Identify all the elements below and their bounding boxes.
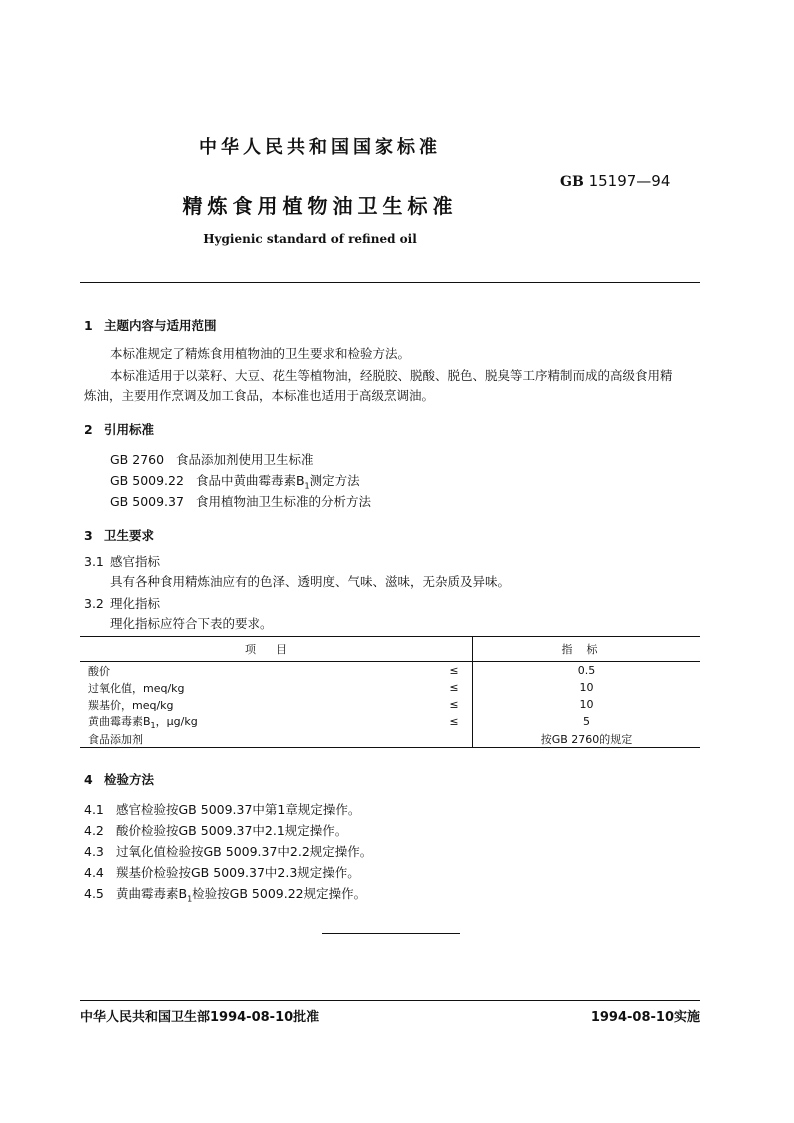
method-text: 感官检验按GB 5009.37中第1章规定操作。 bbox=[116, 802, 361, 817]
section-2-heading bbox=[84, 420, 154, 438]
section-number: 3 bbox=[84, 528, 93, 543]
section-3-heading bbox=[84, 526, 154, 544]
document-title-en: Hygienic standard of refined oil bbox=[203, 232, 417, 246]
subsection-3-2-heading bbox=[84, 594, 160, 614]
section-1-heading bbox=[84, 316, 217, 334]
section-1-paragraph-1: 本标准规定了精炼食用植物油的卫生要求和检验方法。 bbox=[110, 346, 411, 361]
method-item bbox=[84, 884, 366, 904]
method-number: 4.1 bbox=[84, 802, 104, 817]
row-operator: ≤ bbox=[449, 698, 459, 711]
physicochemical-table bbox=[80, 636, 700, 748]
reference-code: GB 5009.37 bbox=[110, 494, 184, 509]
reference-item bbox=[110, 450, 314, 468]
reference-item bbox=[110, 471, 360, 491]
reference-code: GB 2760 bbox=[110, 452, 165, 467]
table-header-row bbox=[80, 637, 700, 662]
row-item: 食品添加剂 bbox=[80, 730, 436, 748]
row-operator: ≤ bbox=[449, 715, 459, 729]
reference-name: 食品中黄曲霉毒素B bbox=[195, 473, 305, 488]
end-of-text-rule bbox=[322, 933, 460, 934]
row-item: 羰基价，meq/kg bbox=[88, 698, 174, 712]
subsection-number: 3.1 bbox=[84, 554, 104, 569]
section-1-paragraph-2a: 本标准适用于以菜籽、大豆、花生等植物油，经脱胶、脱酸、脱色、脱臭等工序精制而成的高级食用精 bbox=[110, 368, 673, 383]
subsection-title: 感官指标 bbox=[110, 554, 161, 569]
header-divider bbox=[80, 282, 700, 283]
method-item bbox=[84, 800, 360, 818]
table-row bbox=[80, 679, 700, 696]
method-number: 4.4 bbox=[84, 865, 104, 880]
row-item-unit: ，μg/kg bbox=[155, 715, 198, 728]
row-value: 5 bbox=[473, 713, 701, 730]
subsection-number: 3.2 bbox=[84, 596, 104, 611]
method-number: 4.5 bbox=[84, 886, 104, 901]
table-row bbox=[80, 662, 700, 680]
row-item-text: 黄曲霉毒素B bbox=[88, 715, 151, 728]
row-value: 10 bbox=[473, 696, 701, 713]
method-text-tail: 检验按GB 5009.22规定操作。 bbox=[192, 886, 367, 901]
standard-prefix: GB bbox=[560, 174, 584, 190]
method-number: 4.2 bbox=[84, 823, 104, 838]
national-standard-heading: 中华人民共和国国家标准 bbox=[199, 137, 441, 158]
method-text: 酸价检验按GB 5009.37中2.1规定操作。 bbox=[116, 823, 348, 838]
reference-name: 食用植物油卫生标准的分析方法 bbox=[195, 494, 371, 509]
row-operator: ≤ bbox=[449, 664, 459, 677]
reference-name-tail: 测定方法 bbox=[309, 473, 360, 488]
row-value: 按GB 2760的规定 bbox=[473, 730, 701, 748]
section-title: 检验方法 bbox=[104, 772, 155, 787]
row-operator: ≤ bbox=[449, 681, 459, 694]
subsection-3-1-text: 具有各种食用精炼油应有的色泽、透明度、气味、滋味，无杂质及异味。 bbox=[110, 574, 511, 589]
method-item bbox=[84, 821, 347, 839]
row-value: 0.5 bbox=[473, 662, 701, 680]
table-row bbox=[80, 713, 700, 730]
section-number: 4 bbox=[84, 772, 93, 787]
row-operator bbox=[436, 730, 473, 748]
subscript: 1 bbox=[187, 894, 193, 904]
section-title: 主题内容与适用范围 bbox=[104, 318, 217, 333]
row-item: 酸价 bbox=[88, 664, 110, 678]
method-number: 4.3 bbox=[84, 844, 104, 859]
row-item bbox=[80, 713, 436, 730]
reference-code: GB 5009.22 bbox=[110, 473, 184, 488]
table-row bbox=[80, 696, 700, 713]
method-item bbox=[84, 863, 360, 881]
section-4-heading bbox=[84, 770, 154, 788]
method-text: 黄曲霉毒素B bbox=[116, 886, 188, 901]
effective-date: 1994-08-10实施 bbox=[590, 1010, 700, 1025]
footer-divider bbox=[80, 1000, 700, 1001]
approval-note: 中华人民共和国卫生部1994-08-10批准 bbox=[80, 1010, 320, 1025]
column-header-item: 项目 bbox=[80, 637, 473, 662]
section-title: 卫生要求 bbox=[104, 528, 155, 543]
section-number: 2 bbox=[84, 422, 93, 437]
reference-item bbox=[110, 492, 371, 510]
section-1-paragraph-2b: 炼油，主要用作烹调及加工食品，本标准也适用于高级烹调油。 bbox=[84, 388, 435, 403]
method-text: 羰基价检验按GB 5009.37中2.3规定操作。 bbox=[116, 865, 360, 880]
subscript: 1 bbox=[304, 481, 310, 491]
subsection-3-2-text: 理化指标应符合下表的要求。 bbox=[110, 616, 273, 631]
subsection-3-1-heading bbox=[84, 552, 160, 572]
column-header-value: 指标 bbox=[473, 637, 701, 662]
reference-name: 食品添加剂使用卫生标准 bbox=[176, 452, 314, 467]
section-number: 1 bbox=[84, 318, 93, 333]
method-text: 过氧化值检验按GB 5009.37中2.2规定操作。 bbox=[116, 844, 373, 859]
subscript: 1 bbox=[150, 721, 156, 731]
table-row bbox=[80, 730, 700, 748]
row-value: 10 bbox=[473, 679, 701, 696]
subsection-title: 理化指标 bbox=[110, 596, 161, 611]
standard-number bbox=[560, 172, 670, 190]
document-title-cn: 精炼食用植物油卫生标准 bbox=[182, 194, 458, 218]
method-item bbox=[84, 842, 372, 860]
standard-code: 15197—94 bbox=[588, 172, 671, 190]
row-item: 过氧化值，meq/kg bbox=[88, 681, 185, 695]
section-title: 引用标准 bbox=[104, 422, 155, 437]
